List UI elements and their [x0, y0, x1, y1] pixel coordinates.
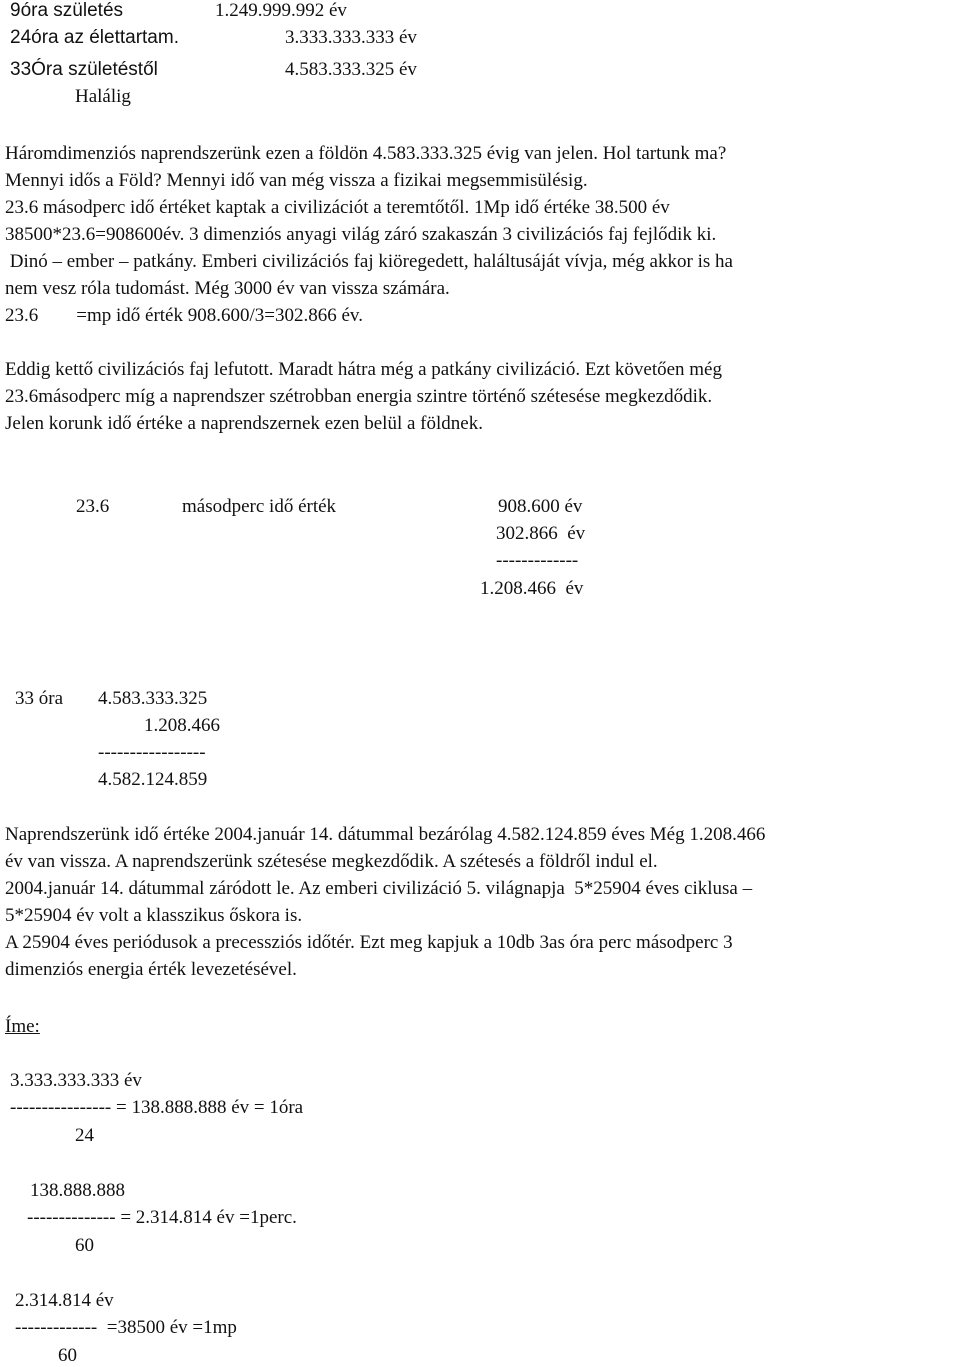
para3-line: A 25904 éves periódusok a precessziós időtér. Ezt meg kapjuk a 10db 3as óra perc másodperc 3 [5, 932, 733, 953]
para2-line: Eddig kettő civilizációs faj lefutott. Maradt hátra még a patkány civilizáció. Ezt követően még [5, 359, 722, 380]
para3-line: 5*25904 év volt a klasszikus őskora is. [5, 905, 303, 926]
frac3-denominator: 60 [58, 1345, 77, 1366]
frac2-denominator: 60 [75, 1235, 94, 1256]
para1-line: 38500*23.6=908600év. 3 dimenziós anyagi világ záró szakaszán 3 civilizációs faj fejlődik ki. [5, 224, 717, 245]
calc1-result: 1.208.466 év [480, 578, 584, 599]
para1-line: Dinó – ember – patkány. Emberi civilizációs faj kiöregedett, haláltusáját vívja, még akkor is ha [5, 251, 733, 272]
calc1-seconds: 23.6 [76, 496, 110, 517]
frac2-numerator: 138.888.888 [30, 1180, 125, 1201]
top-value-birth: 1.249.999.992 év [215, 0, 347, 21]
top-label-until-death: Halálig [75, 86, 131, 107]
calc1-separator: ------------- [496, 550, 579, 571]
para1-line: 23.6 =mp idő érték 908.600/3=302.866 év. [5, 305, 363, 326]
para3-line: év van vissza. A naprendszerünk szétesése megkezdődik. A szétesés a földről indul el. [5, 851, 658, 872]
top-label-from-birth: 33Óra születéstől [10, 59, 158, 80]
top-label-lifespan: 24óra az élettartam. [10, 27, 179, 48]
calc2-value1: 4.583.333.325 [98, 688, 208, 709]
top-value-from-birth: 4.583.333.325 év [285, 59, 417, 80]
para1-line: nem vesz róla tudomást. Még 3000 év van vissza számára. [5, 278, 450, 299]
para3-line: Naprendszerünk idő értéke 2004.január 14. dátummal bezárólag 4.582.124.859 éves Még 1.208.466 [5, 824, 766, 845]
frac2-equation: -------------- = 2.314.814 év =1perc. [27, 1207, 297, 1228]
frac1-numerator: 3.333.333.333 év [10, 1070, 142, 1091]
frac1-equation: ---------------- = 138.888.888 év = 1óra [10, 1097, 304, 1118]
frac1-denominator: 24 [75, 1125, 94, 1146]
para3-line: 2004.január 14. dátummal záródott le. Az emberi civilizáció 5. világnapja 5*25904 éves ciklusa – [5, 878, 753, 899]
para1-line: Háromdimenziós naprendszerünk ezen a földön 4.583.333.325 évig van jelen. Hol tartunk ma? [5, 143, 727, 164]
top-label-birth: 9óra születés [10, 0, 124, 21]
calc1-value2: 302.866 év [496, 523, 586, 544]
frac3-numerator: 2.314.814 év [15, 1290, 114, 1311]
calc1-value1: 908.600 év [498, 496, 583, 517]
top-value-lifespan: 3.333.333.333 év [285, 27, 417, 48]
para1-line: 23.6 másodperc idő értéket kaptak a civilizációt a teremtőtől. 1Mp idő értéke 38.500 év [5, 197, 670, 218]
para1-line: Mennyi idős a Föld? Mennyi idő van még vissza a fizikai megsemmisülésig. [5, 170, 588, 191]
para3-line: dimenziós energia érték levezetésével. [5, 959, 297, 980]
calc2-hours: 33 óra [15, 688, 64, 709]
ime-heading: Íme: [5, 1016, 40, 1037]
para2-line: Jelen korunk idő értéke a naprendszernek ezen belül a földnek. [5, 413, 483, 434]
calc1-label: másodperc idő érték [182, 496, 337, 517]
para2-line: 23.6másodperc míg a naprendszer szétrobban energia szintre történő szétesése megkezdődik. [5, 386, 713, 407]
calc2-separator: ----------------- [98, 742, 206, 763]
calc2-value2: 1.208.466 [144, 715, 220, 736]
frac3-equation: ------------- =38500 év =1mp [15, 1317, 237, 1338]
calc2-result: 4.582.124.859 [98, 769, 208, 790]
